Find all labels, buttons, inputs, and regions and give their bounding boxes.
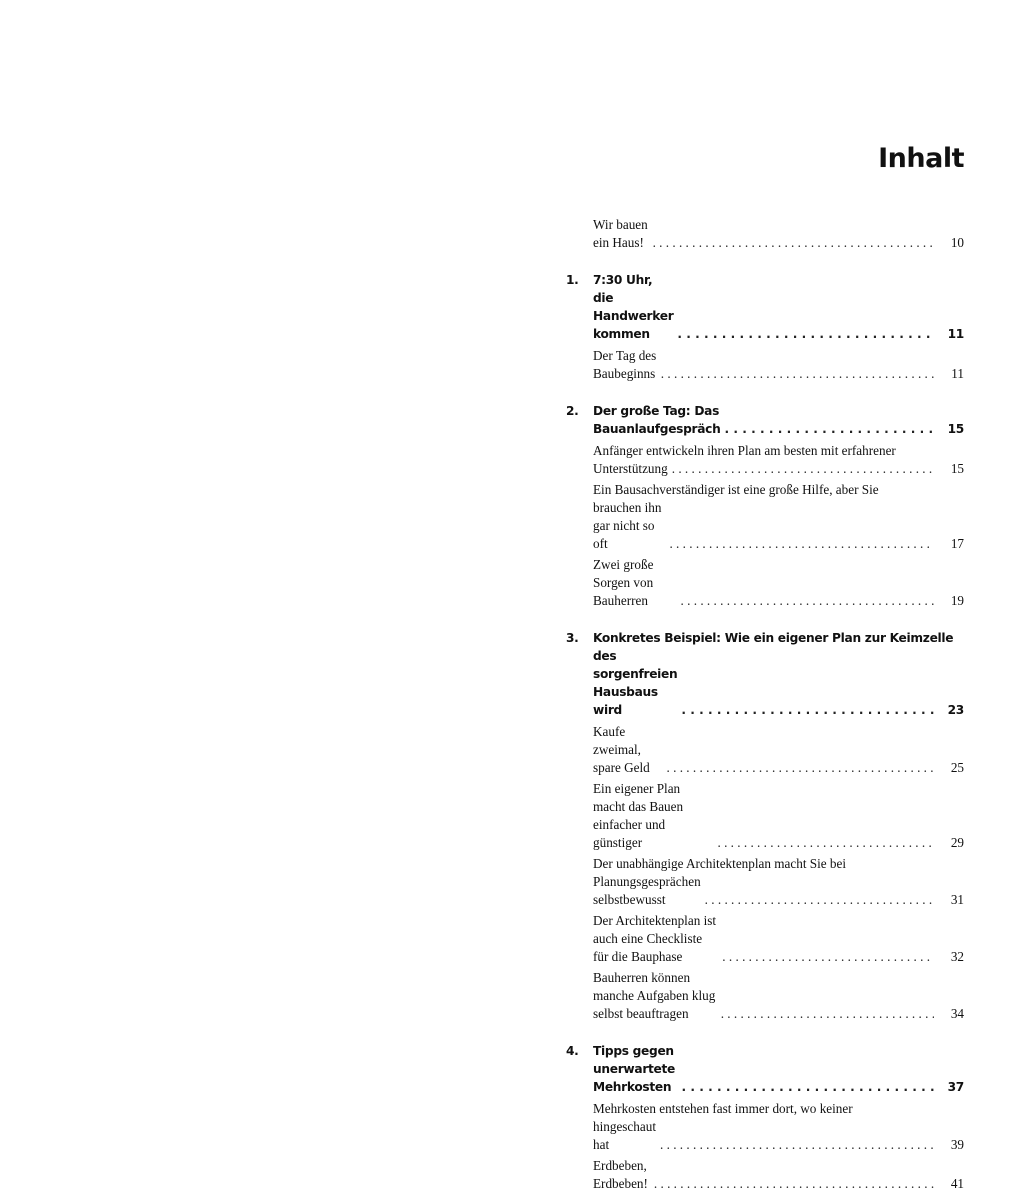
table-of-contents [566,216,964,1196]
toc-entry-text-line2: brauchen ihn gar nicht so oft [593,500,662,551]
dot-leader [713,834,934,852]
toc-page-number: 10 [950,235,964,250]
toc-page-number: 11 [951,366,964,381]
dot-leader [677,592,934,610]
chapter-title: Der große Tag: Das Bauanlaufgespräch [593,404,721,436]
toc-entry[interactable] [566,556,964,610]
chapter-number: 1. [566,273,579,287]
chapter-title: 7:30 Uhr, die Handwerker kommen [593,273,674,341]
toc-title: Inhalt [878,143,964,174]
toc-entry-text: Kaufe zweimal, spare Geld [593,724,650,775]
dot-leader [657,365,934,383]
toc-entry[interactable] [566,481,964,553]
toc-page-number: 34 [950,1006,964,1021]
toc-entry-text: Ein eigener Plan macht das Bauen einfacher und günstiger [593,781,684,850]
toc-entry-text: Wir bauen ein Haus! [593,217,648,250]
toc-entry-text: Erdbeben, Erdbeben! [593,1158,648,1191]
toc-page-number: 19 [950,593,964,608]
dot-leader [673,325,934,343]
toc-page-number: 32 [950,949,964,964]
dot-leader [717,1005,934,1023]
dot-leader [678,1078,935,1096]
left-page-blank [0,0,510,793]
toc-entry-text-line1: Mehrkosten entstehen fast immer dort, wo keiner [593,1101,853,1116]
toc-page-number: 29 [950,835,964,850]
toc-entry-intro[interactable] [566,216,964,252]
chapter-number: 2. [566,404,579,418]
chapter-title-line2: des sorgenfreien Hausbaus wird [593,649,678,717]
toc-page-number: 11 [947,327,964,341]
toc-entry-text: Zwei große Sorgen von Bauherren [593,557,654,608]
dot-leader [718,948,934,966]
toc-entry[interactable] [566,442,964,478]
toc-entry[interactable] [566,1157,964,1193]
toc-entry[interactable] [566,855,964,909]
toc-page-number: 39 [950,1137,964,1152]
chapter-number: 3. [566,631,579,645]
toc-chapter-1[interactable] [566,271,964,343]
toc-entry[interactable] [566,1100,964,1154]
toc-page-number: 15 [950,461,964,476]
toc-entry[interactable] [566,780,964,852]
toc-page-number: 15 [947,422,964,436]
toc-chapter-2[interactable] [566,402,964,438]
toc-entry-text: Der Architektenplan ist auch eine Checkliste für die Bauphase [593,913,717,964]
toc-entry-text-line1: Der unabhängige Architektenplan macht Sie bei [593,856,847,871]
toc-page-number: 17 [950,536,964,551]
toc-page-number: 25 [950,760,964,775]
toc-entry-text: Der Tag des Baubeginns [593,348,657,381]
dot-leader [663,759,934,777]
dot-leader [656,1136,934,1154]
dot-leader [720,420,934,438]
toc-page-number: 37 [947,1080,964,1094]
toc-entry[interactable] [566,912,964,966]
toc-page-number: 23 [947,703,964,717]
toc-chapter-4[interactable] [566,1042,964,1096]
toc-entry[interactable] [566,969,964,1023]
dot-leader [650,1175,934,1193]
toc-entry-text-line2: Planungsgesprächen selbstbewusst [593,874,701,907]
toc-page-number: 41 [950,1176,964,1191]
dot-leader [677,701,934,719]
chapter-number: 4. [566,1044,579,1058]
toc-chapter-3[interactable] [566,629,964,719]
toc-entry[interactable] [566,723,964,777]
dot-leader [665,535,934,553]
dot-leader [649,234,934,252]
toc-entry-text: Bauherren können manche Aufgaben klug selbst beauftragen [593,970,716,1021]
toc-entry-text-line1: Ein Bausachverständiger ist eine große Hilfe, aber Sie [593,482,879,497]
dot-leader [701,891,934,909]
toc-entry-text-line1: Anfänger entwickeln ihren Plan am besten mit erfahrener [593,443,896,458]
toc-entry[interactable] [566,347,964,383]
toc-entry-text-line2: hingeschaut hat [593,1119,656,1152]
chapter-title-line1: Konkretes Beispiel: Wie ein eigener Plan zur Keimzelle [593,631,954,645]
toc-entry-text-line2: Unterstützung [593,461,668,476]
dot-leader [668,460,934,478]
toc-page-number: 31 [950,892,964,907]
chapter-title: Tipps gegen unerwartete Mehrkosten [593,1044,676,1094]
